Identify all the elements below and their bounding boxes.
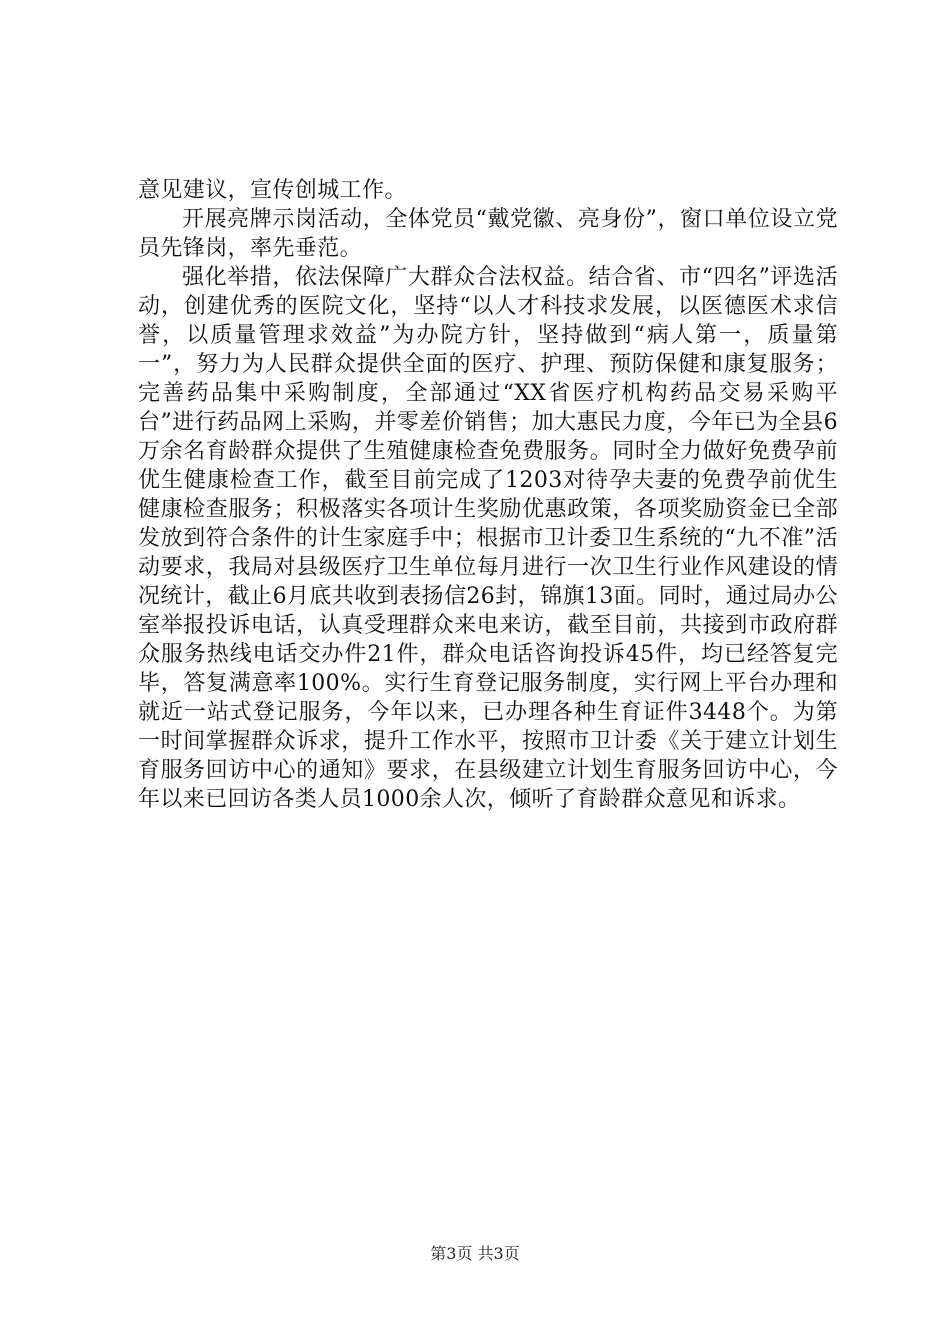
document-body — [138, 176, 838, 814]
page-footer: 第3页 共3页 — [430, 1244, 520, 1263]
paragraph-3: 强化举措，依法保障广大群众合法权益。结合省、市“四名”评选活动，创建优秀的医院文化，坚持“以人才科技求发展，以医德医术求信誉，以质量管理求效益”为办院方针，坚持做到“病人第一，质量第一”，努力为人民群众提供全面的医疗、护理、预防保健和康复服务；完善药品集中采购制度，全部通过“XX省医疗机构药品交易采购平台”进行药品网上采购，并零差价销售；加大惠民力度，今年已为全县6万余名育龄群众提供了生殖健康检查免费服务。同时全力做好免费孕前优生健康检查工作，截至目前完成了1203对待孕夫妻的免费孕前优生健康检查服务；积极落实各项计生奖励优惠政策，各项奖励资金已全部发放到符合条件的计生家庭手中；根据市卫计委卫生系统的“九不准”活动要求，我局对县级医疗卫生单位每月进行一次卫生行业作风建设的情况统计，截止6月底共收到表扬信26封，锦旗13面。同时，通过局办公室举报投诉电话，认真受理群众来电来访，截至目前，共接到市政府群众服务热线电话交办件21件，群众电话咨询投诉45件，均已经答复完毕，答复满意率100%。实行生育登记服务制度，实行网上平台办理和就近一站式登记服务，今年以来，已办理各种生育证件3448个。为第一时间掌握群众诉求，提升工作水平，按照市卫计委《关于建立计划生育服务回访中心的通知》要求，在县级建立计划生育服务回访中心，今年以来已回访各类人员1000余人次，倾听了育龄群众意见和诉求。 — [138, 265, 838, 812]
paragraph-2: 开展亮牌示岗活动，全体党员“戴党徽、亮身份”，窗口单位设立党员先锋岗，率先垂范。 — [138, 207, 838, 261]
paragraph-1: 意见建议，宣传创城工作。 — [138, 178, 407, 203]
